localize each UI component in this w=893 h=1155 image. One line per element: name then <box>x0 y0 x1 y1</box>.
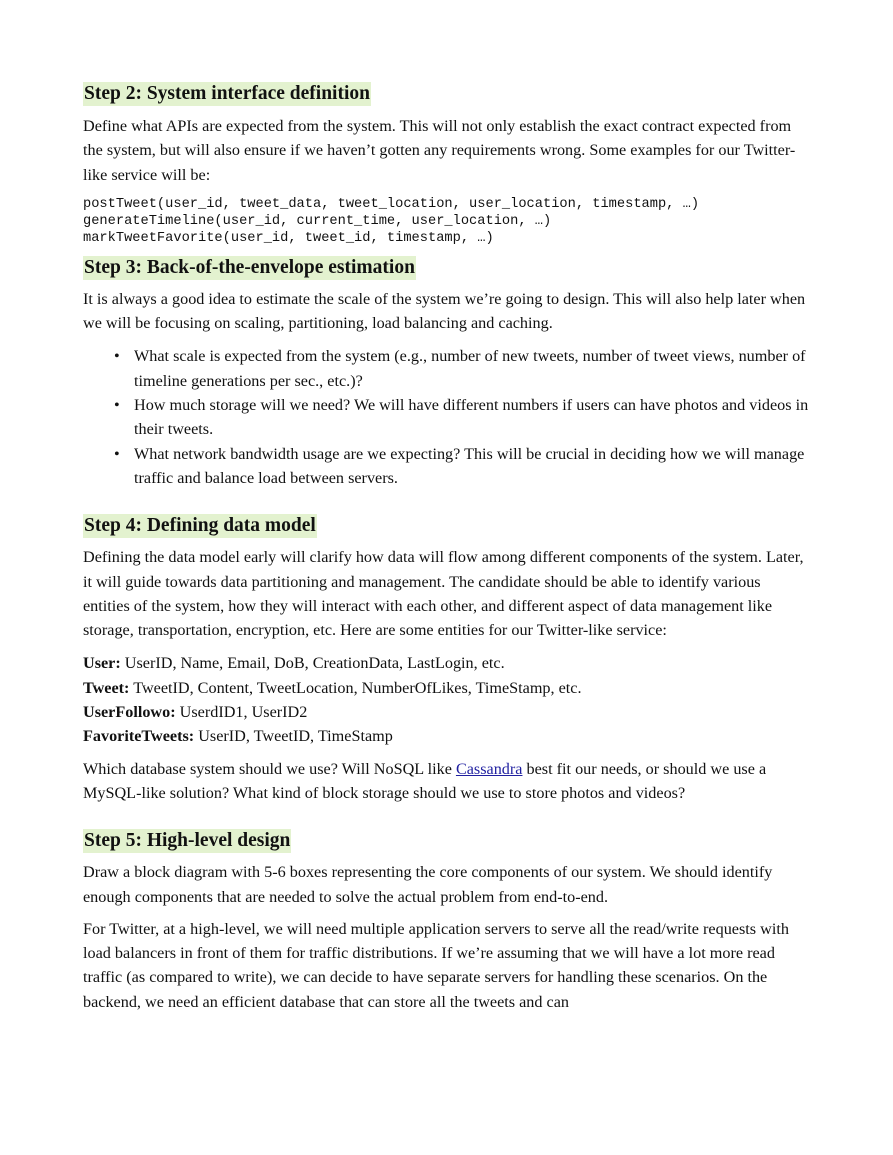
document-page <box>83 82 811 1014</box>
entity-fields: UserID, TweetID, TimeStamp <box>194 727 393 746</box>
entity-fields: UserdID1, UserID2 <box>175 703 308 722</box>
entity-user <box>83 651 811 675</box>
list-item <box>83 393 811 442</box>
step-3-paragraph: It is always a good idea to estimate the scale of the system we’re going to design. This will also help later when we will be focusing on scaling, partitioning, load balancing and caching. <box>83 289 806 333</box>
heading-step-5: Step 5: High-level design <box>84 830 291 852</box>
section-step-2 <box>83 82 811 247</box>
entity-name: Tweet: <box>83 678 130 697</box>
db-text-before: Which database system should we use? Will NoSQL like <box>83 759 456 778</box>
database-question-paragraph <box>83 757 811 806</box>
list-item-text: What scale is expected from the system (e.g., number of new tweets, number of tweet views, number of timeline generations per sec., etc.)? <box>134 347 806 390</box>
entity-name: User: <box>83 654 121 673</box>
list-item <box>83 344 811 393</box>
db-text-after: best fit our needs, or should we use a MySQL-like solution? What kind of block storage should we use to store photos and videos? <box>83 759 767 802</box>
entity-fields: UserID, Name, Email, DoB, CreationData, LastLogin, etc. <box>120 654 505 673</box>
bullet-icon: • <box>114 444 120 463</box>
list-item-text: How much storage will we need? We will have different numbers if users can have photos and videos in their tweets. <box>134 396 809 439</box>
section-step-5 <box>83 829 811 1014</box>
step-5-paragraph-2: For Twitter, at a high-level, we will need multiple application servers to serve all the read/write requests with load balancers in front of them for traffic distributions. If we’re assuming that we will have a lot more read traffic (as compared to write), we can decide to have separate servers for handling these scenarios. On the backend, we need an efficient database that can store all the tweets and can <box>83 919 789 1011</box>
heading-step-3: Step 3: Back-of-the-envelope estimation <box>84 256 415 278</box>
entity-name: FavoriteTweets: <box>83 727 195 746</box>
entity-name: UserFollowo: <box>83 703 176 722</box>
step-2-paragraph: Define what APIs are expected from the system. This will not only establish the exact contract expected from the system, but will also ensure if we haven’t gotten any requirements wrong. Some examples for our Twitter-like service will be: <box>83 117 796 184</box>
bullet-icon: • <box>114 347 120 366</box>
code-line: postTweet(user_id, tweet_data, tweet_location, user_location, timestamp, …) <box>83 196 700 212</box>
section-step-4 <box>83 514 811 805</box>
estimation-bullet-list <box>83 344 811 490</box>
heading-step-2: Step 2: System interface definition <box>84 83 370 104</box>
entity-tweet <box>83 676 811 700</box>
section-step-3 <box>83 256 811 490</box>
list-item-text: What network bandwidth usage are we expecting? This will be crucial in deciding how we will manage traffic and balance load between servers. <box>134 444 805 487</box>
list-item <box>83 442 811 491</box>
heading-step-4: Step 4: Defining data model <box>84 515 316 537</box>
api-code-block <box>83 196 811 247</box>
entity-list <box>83 651 811 748</box>
step-5-paragraph-1: Draw a block diagram with 5-6 boxes representing the core components of our system. We should identify enough components that are needed to solve the actual problem from end-to-end. <box>83 863 773 906</box>
cassandra-link[interactable]: Cassandra <box>455 759 523 778</box>
code-line: generateTimeline(user_id, current_time, user_location, …) <box>83 213 552 229</box>
entity-fields: TweetID, Content, TweetLocation, NumberOfLikes, TimeStamp, etc. <box>129 678 582 697</box>
bullet-icon: • <box>114 396 120 415</box>
entity-userfollow <box>83 700 811 724</box>
code-line: markTweetFavorite(user_id, tweet_id, timestamp, …) <box>83 230 494 246</box>
step-4-paragraph: Defining the data model early will clarify how data will flow among different components of the system. Later, it will guide towards data partitioning and management. The candidate should be able to identify various entities of the system, how they will interact with each other, and different aspect of data management like storage, transportation, encryption, etc. Here are some entities for our Twitter-like service: <box>83 548 804 640</box>
entity-favoritetweets <box>83 724 811 748</box>
